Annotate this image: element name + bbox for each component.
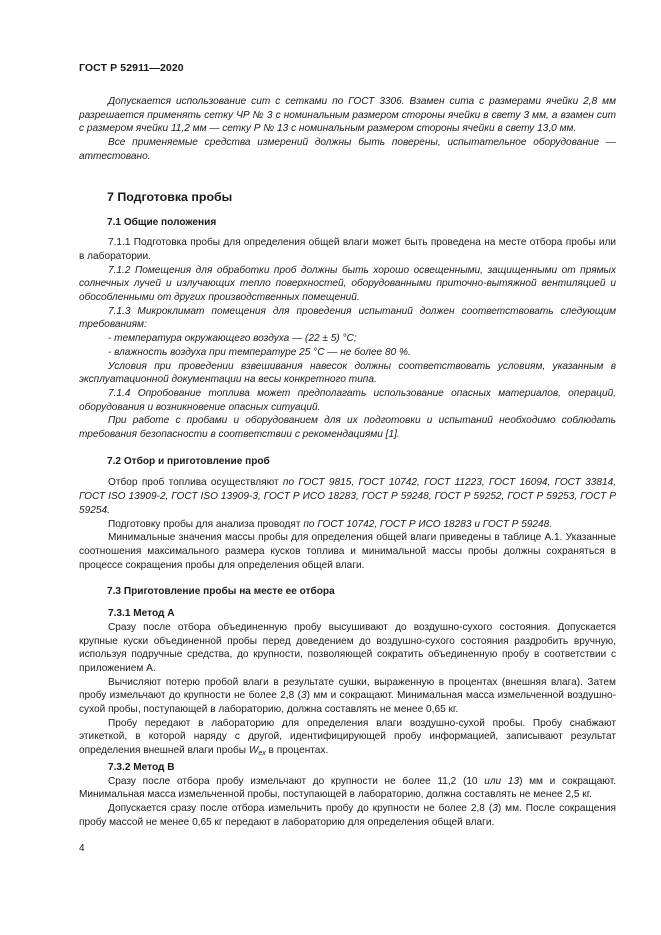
requirement-temperature: - температура окружающего воздуха — (22 ± 5) °С; — [108, 333, 357, 345]
method-b-paragraph-1 — [79, 775, 616, 802]
paragraph-7-1-2: 7.1.2 Помещения для обработки проб должны быть хорошо освещенными, защищенными от прямых солнечных лучей и излучающих тепло поверхностей, оборудованными приточно-вытяжной вентиляцией и обособленными от других производственных помещений. — [79, 264, 616, 304]
paragraph-7-1-4: 7.1.4 Опробование топлива может предполагать использование опасных материалов, операций, оборудования и возникновение опасных ситуаций. — [79, 387, 616, 413]
paragraph-7-1-3-weighing: Условия при проведении взвешивания навесок должны соответствовать условиям, указанным в эксплуатационной документации на весы конкретного типа. — [79, 360, 616, 386]
method-a-paragraph-3 — [79, 717, 616, 761]
section-7-1-title: 7.1 Общие положения — [107, 216, 217, 228]
method-a-paragraph-1: Сразу после отбора объединенную пробу высушивают до воздушно-сухого состояния. Допускается крупные куски объединенной пробы перед доведением до воздушно-сухого состояния раздробить вручную, используя подручные средства, до крупности, позволяющей сократить объединенную пробу в соответствии с приложением А. — [79, 621, 616, 674]
method-b-p2-rest: ) мм. После сокращения пробу массой не менее 0,65 кг передают в лабораторию для определения общей влаги. — [79, 802, 617, 828]
section-7-2-title: 7.2 Отбор и приготовление проб — [107, 455, 270, 467]
sampling-lead: Отбор проб топлива осуществляют — [108, 477, 283, 489]
method-a-p3-rest: в процентах. — [265, 745, 329, 757]
preparation-lead: Подготовку пробы для анализа проводят — [108, 518, 304, 530]
method-b-p2-alt-size: 3 — [492, 802, 498, 814]
external-moisture-subscript: ex — [258, 750, 266, 758]
paragraph-7-2-mass: Минимальные значения массы пробы для определения общей влаги приведены в таблице А.1. Указанные соотношения максимального размера кусков топлива и минимальной массы пробы должны сохраняться в процессе сокращения пробы для определения общей влаги. — [79, 532, 616, 571]
paragraph-7-1-1: 7.1.1 Подготовка пробы для определения общей влаги может быть проведена на месте отбора пробы или в лаборатории. — [79, 237, 616, 262]
method-b-p1-rest: ) мм и сокращают. Минимальная масса измельченной пробы, поступающей в лабораторию, должна составлять не менее 2,5 кг. — [79, 775, 616, 801]
requirement-humidity: - влажность воздуха при температуре 25 °С — не более 80 %. — [108, 346, 411, 358]
method-a-p2-text: Вычисляют потерю пробой влаги в результате сушки, выраженную в процентах (внешняя влага). Затем пробу измельчают до крупности не более 2,8 ( — [79, 676, 616, 702]
method-a-title: 7.3.1 Метод А — [108, 608, 175, 620]
paragraph-7-2-preparation — [79, 518, 616, 532]
sampling-standards: по ГОСТ 9815, ГОСТ 10742, ГОСТ 11223, ГОСТ 16094, ГОСТ 33814, ГОСТ ISO 13909-2, ГОСТ ISO 13909-3, ГОСТ Р ИСО 18283, ГОСТ Р 59248, ГОСТ Р 59252, ГОСТ Р 59253, ГОСТ Р 59254. — [79, 477, 617, 516]
page-number: 4 — [79, 843, 85, 854]
standard-header: ГОСТ Р 52911—2020 — [79, 62, 184, 74]
paragraph-7-1-3: 7.1.3 Микроклимат помещения для проведения испытаний должен соответствовать следующим требованиям: — [79, 305, 616, 331]
method-a-p3-text: Пробу передают в лабораторию для определения влаги воздушно-сухой пробы. Пробу снабжают этикеткой, в которой наряду с другой, идентифицирующей пробу информацией, записывают результат определения внешней влаги пробы — [79, 717, 616, 757]
external-moisture-symbol: W — [248, 745, 259, 757]
method-b-paragraph-2 — [79, 802, 616, 829]
intro-paragraph-sieves: Допускается использование сит с сетками по ГОСТ 3306. Взамен сита с размерами ячейки 2,8 мм разрешается применять сетку ЧР № 3 с номинальным размером стороны ячейки в свету 3 мм, а взамен сит с размером ячейки 11,2 мм — сетку Р № 13 с номинальным размером стороны ячейки в свету 13,0 мм. — [79, 96, 616, 135]
method-a-p2-alt-size: 3 — [301, 690, 307, 702]
method-b-p1-text: Сразу после отбора пробу измельчают до крупности не более 11,2 (10 — [108, 775, 485, 787]
method-a-paragraph-2 — [79, 676, 616, 717]
preparation-standards: по ГОСТ 10742, ГОСТ Р ИСО 18283 и ГОСТ Р 59248. — [303, 518, 553, 530]
intro-paragraph-verification: Все применяемые средства измерений должны быть поверены, испытательное оборудование — аттестовано. — [79, 137, 616, 162]
page-content — [79, 95, 616, 829]
method-b-title: 7.3.2 Метод В — [108, 761, 175, 773]
method-b-p1-alt-size: или 13 — [484, 775, 520, 787]
paragraph-7-1-4-safety: При работе с пробами и оборудованием для их подготовки и испытаний необходимо соблюдать требования безопасности в соответствии с рекомендациями [1]. — [79, 415, 616, 441]
section-7-3-title: 7.3 Приготовление пробы на месте ее отбора — [107, 586, 335, 598]
paragraph-7-2-sampling — [79, 476, 616, 517]
method-a-p2-rest: ) мм и сокращают. Минимальная масса измельченной воздушно-сухой пробы, поступающей в лабораторию, должна составлять не менее 0,65 кг. — [79, 690, 616, 716]
section-7-title: 7 Подготовка пробы — [107, 189, 233, 204]
method-b-p2-text: Допускается сразу после отбора измельчить пробу до крупности не более 2,8 ( — [108, 802, 493, 814]
